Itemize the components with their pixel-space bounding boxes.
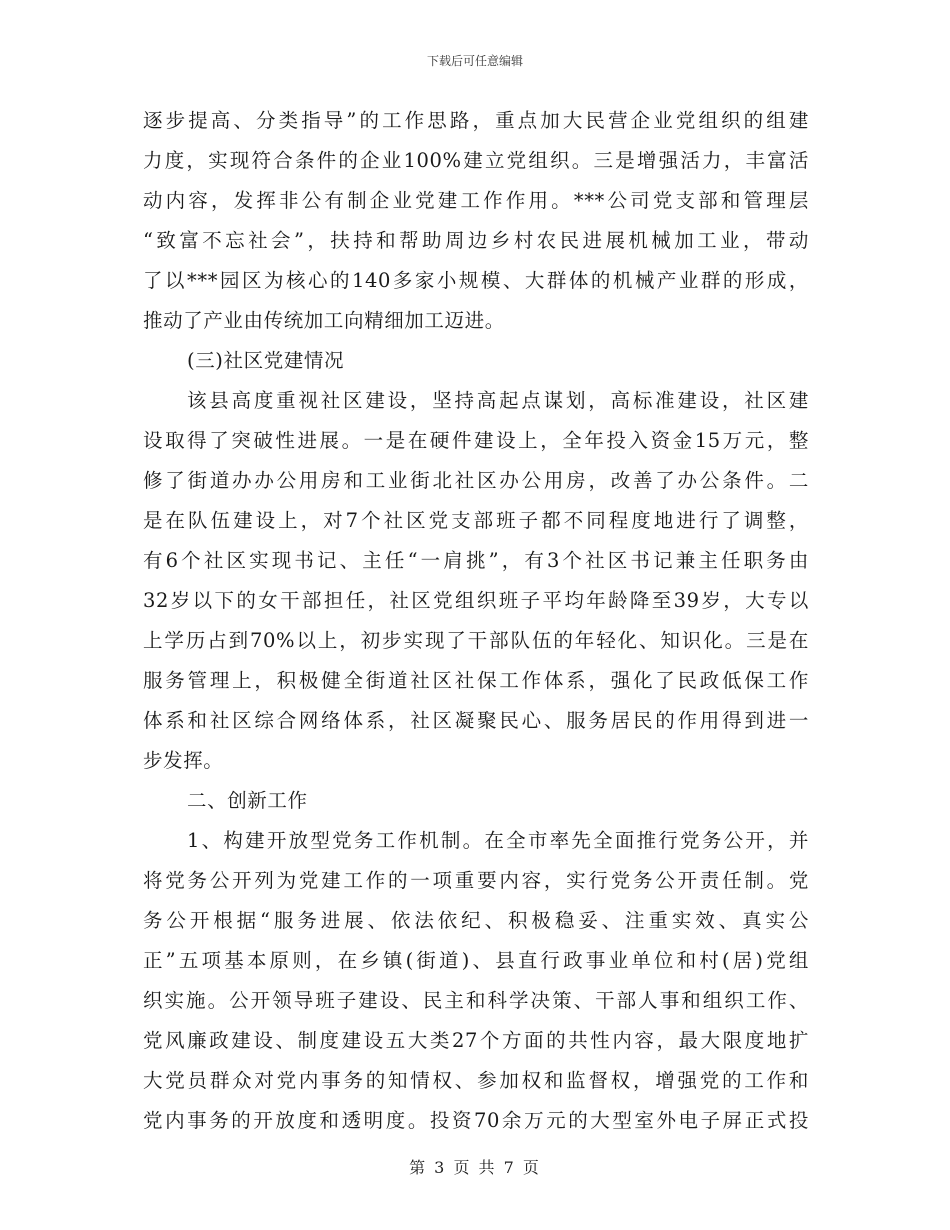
text-line: 力度，实现符合条件的企业100%建立党组织。三是增强活力，丰富活 [143, 149, 809, 172]
text-line: 大党员群众对党内事务的知情权、参加权和监督权，增强党的工作和 [143, 1069, 809, 1092]
text-line: 体系和社区综合网络体系，社区凝聚民心、服务居民的作用得到进一 [143, 709, 809, 732]
text-line: 服务管理上，积极健全街道社区社保工作体系，强化了民政低保工作 [143, 669, 809, 692]
text-line: 逐步提高、分类指导”的工作思路，重点加大民营企业党组织的组建 [143, 109, 809, 132]
text-line: 了以***园区为核心的140多家小规模、大群体的机械产业群的形成， [143, 269, 809, 292]
text-line: 织实施。公开领导班子建设、民主和科学决策、干部人事和组织工作、 [143, 989, 809, 1012]
page-header: 下载后可任意编辑 [426, 54, 523, 68]
section-heading: (三)社区党建情况 [187, 349, 345, 372]
text-line: 动内容，发挥非公有制企业党建工作作用。***公司党支部和管理层 [143, 189, 809, 212]
text-line: 上学历占到70%以上，初步实现了干部队伍的年轻化、知识化。三是在 [143, 629, 809, 652]
text-line: 推动了产业由传统加工向精细加工迈进。 [143, 309, 505, 332]
section-heading: 二、创新工作 [187, 789, 308, 812]
text-line: 将党务公开列为党建工作的一项重要内容，实行党务公开责任制。党 [143, 869, 809, 892]
text-line: 有6个社区实现书记、主任“一肩挑”，有3个社区书记兼主任职务由 [143, 549, 809, 572]
text-line: 32岁以下的女干部担任，社区党组织班子平均年龄降至39岁，大专以 [143, 589, 809, 612]
page-number: 第 3 页 共 7 页 [409, 1158, 541, 1177]
text-line: 党内事务的开放度和透明度。投资70余万元的大型室外电子屏正式投 [143, 1109, 809, 1132]
text-line: “致富不忘社会”，扶持和帮助周边乡村农民进展机械加工业，带动 [143, 229, 809, 252]
document-body [143, 101, 809, 1141]
text-line: 务公开根据“服务进展、依法依纪、积极稳妥、注重实效、真实公 [143, 909, 809, 932]
text-line: 是在队伍建设上，对7个社区党支部班子都不同程度地进行了调整， [143, 509, 809, 532]
text-line: 步发挥。 [143, 749, 224, 772]
text-line: 修了街道办办公用房和工业街北社区办公用房，改善了办公条件。二 [143, 469, 809, 492]
text-line: 正”五项基本原则，在乡镇(街道)、县直行政事业单位和村(居)党组 [143, 949, 809, 972]
text-line: 党风廉政建设、制度建设五大类27个方面的共性内容，最大限度地扩 [143, 1029, 809, 1052]
text-line: 该县高度重视社区建设，坚持高起点谋划，高标准建设，社区建 [187, 389, 809, 412]
text-line: 1、构建开放型党务工作机制。在全市率先全面推行党务公开，并 [187, 829, 809, 852]
text-line: 设取得了突破性进展。一是在硬件建设上，全年投入资金15万元，整 [143, 429, 809, 452]
